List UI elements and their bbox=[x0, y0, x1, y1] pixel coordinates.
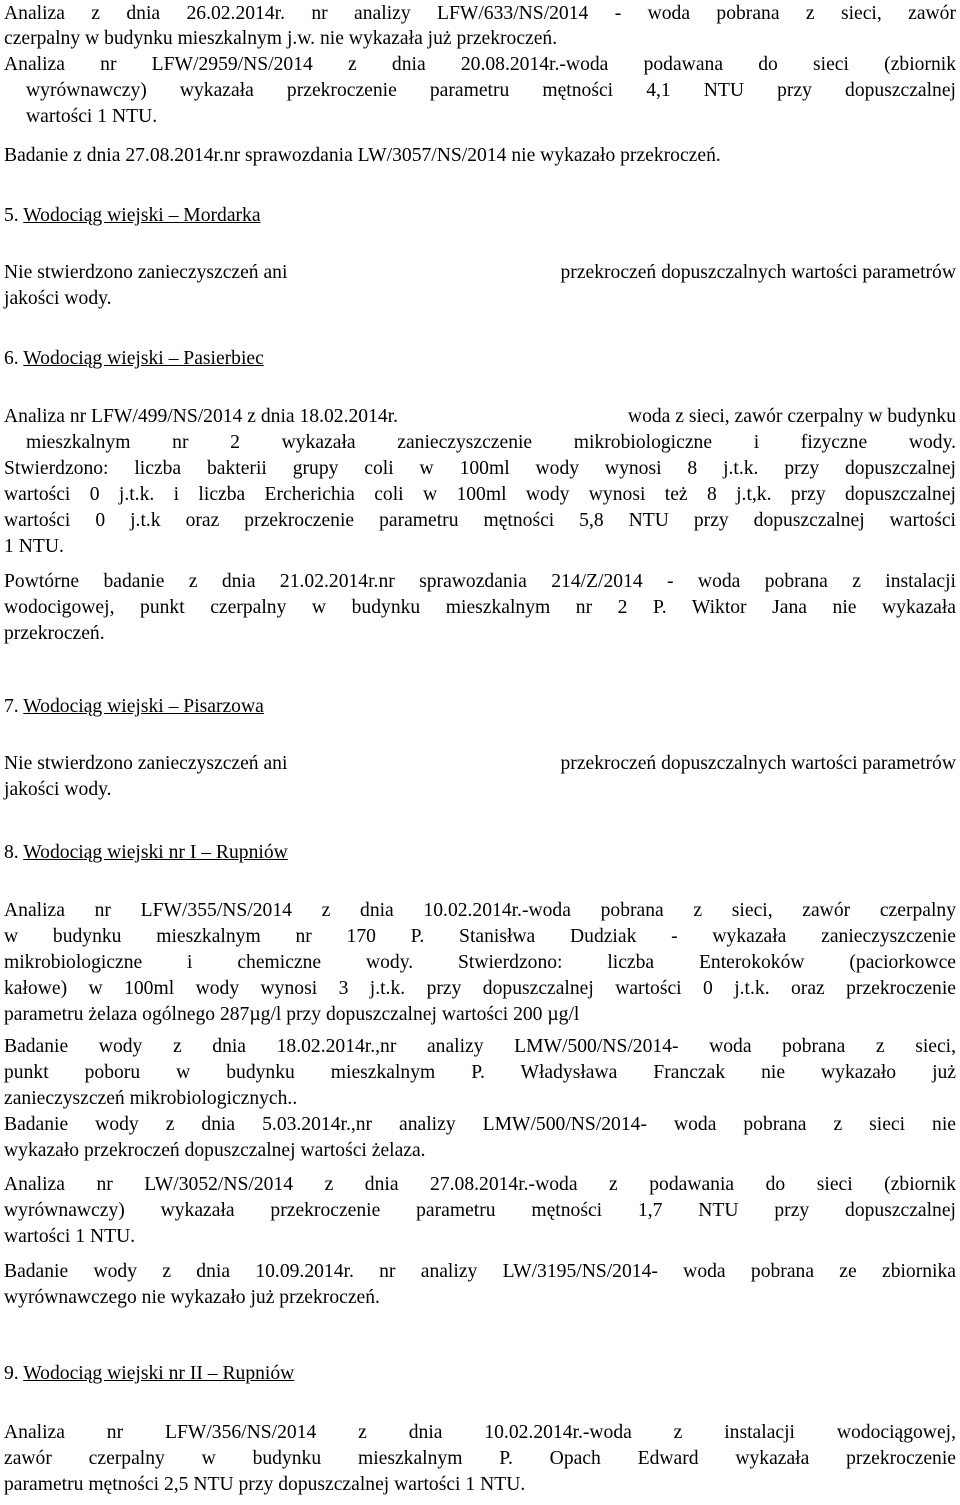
section-title: Wodociąg wiejski nr II – Rupniów bbox=[23, 1363, 295, 1384]
text-fragment: Nie stwierdzono zanieczyszczeń ani bbox=[4, 262, 288, 283]
text-line: przekroczeń. bbox=[4, 623, 105, 644]
text-line: Analiza z dnia 26.02.2014r. nr analizy LFW/633/NS/2014 - woda pobrana z sieci, zawór bbox=[4, 3, 956, 24]
text-line: Analiza nr LFW/2959/NS/2014 z dnia 20.08.2014r.-woda podawana do sieci (zbiornik bbox=[4, 54, 956, 75]
section-title: Wodociąg wiejski nr I – Rupniów bbox=[23, 842, 288, 863]
text-line: zawór czerpalny w budynku mieszkalnym P. Opach Edward wykazała przekroczenie bbox=[4, 1448, 956, 1469]
text-line: parametru mętności 2,5 NTU przy dopuszczalnej wartości 1 NTU. bbox=[4, 1474, 526, 1495]
text-line: Badanie wody z dnia 10.09.2014r. nr analizy LW/3195/NS/2014- woda pobrana ze zbiornika bbox=[4, 1261, 956, 1282]
text-line: Analiza nr LFW/355/NS/2014 z dnia 10.02.2014r.-woda pobrana z sieci, zawór czerpalny bbox=[4, 900, 956, 921]
section-title: Wodociąg wiejski – Pasierbiec bbox=[23, 348, 264, 369]
section-heading-5 bbox=[4, 203, 956, 229]
text-line: wartości 1 NTU. bbox=[4, 1226, 136, 1247]
text-line: wyrównawczy) wykazała przekroczenie parametru mętności 4,1 NTU przy dopuszczalnej bbox=[26, 80, 956, 101]
text-fragment: przekroczeń dopuszczalnych wartości parametrów bbox=[560, 753, 956, 774]
text-line: czerpalny w budynku mieszkalnym j.w. nie wykazała już przekroczeń. bbox=[4, 28, 558, 49]
text-line: jakości wody. bbox=[4, 288, 112, 309]
text-line: wyrównawczy) wykazała przekroczenie parametru mętności 1,7 NTU przy dopuszczalnej bbox=[4, 1200, 956, 1221]
text-line: wyrównawczego nie wykazało już przekroczeń. bbox=[4, 1287, 380, 1308]
text-line: wykazało przekroczeń dopuszczalnej wartości żelaza. bbox=[4, 1140, 426, 1161]
text-line: jakości wody. bbox=[4, 779, 112, 800]
text-fragment: Analiza nr LFW/499/NS/2014 z dnia 18.02.2014r. bbox=[4, 406, 398, 427]
section-title: Wodociąg wiejski – Pisarzowa bbox=[23, 696, 264, 717]
text-fragment: Nie stwierdzono zanieczyszczeń ani bbox=[4, 753, 288, 774]
section-heading-9 bbox=[4, 1361, 956, 1387]
text-line: Analiza nr LFW/356/NS/2014 z dnia 10.02.2014r.-woda z instalacji wodociągowej, bbox=[4, 1422, 956, 1443]
text-line: w budynku mieszkalnym nr 170 P. Stanisłwa Dudziak - wykazała zanieczyszczenie bbox=[4, 926, 956, 947]
text-line bbox=[4, 260, 956, 286]
text-line: Badanie wody z dnia 18.02.2014r.,nr analizy LMW/500/NS/2014- woda pobrana z sieci, bbox=[4, 1036, 956, 1057]
text-line: Badanie wody z dnia 5.03.2014r.,nr analizy LMW/500/NS/2014- woda pobrana z sieci nie bbox=[4, 1114, 956, 1135]
section-heading-7 bbox=[4, 694, 956, 720]
text-line: mikrobiologiczne i chemiczne wody. Stwierdzono: liczba Enterokoków (paciorkowce bbox=[4, 952, 956, 973]
section-number: 8. bbox=[4, 842, 19, 863]
section-number: 7. bbox=[4, 696, 19, 717]
text-line: wartości 0 j.t.k oraz przekroczenie parametru mętności 5,8 NTU przy dopuszczalnej wartości bbox=[4, 510, 956, 531]
text-line: mieszkalnym nr 2 wykazała zanieczyszczenie mikrobiologiczne i fizyczne wody. bbox=[26, 432, 956, 453]
text-line: wodocigowej, punkt czerpalny w budynku mieszkalnym nr 2 P. Wiktor Jana nie wykazała bbox=[4, 597, 956, 618]
text-line: Powtórne badanie z dnia 21.02.2014r.nr sprawozdania 214/Z/2014 - woda pobrana z instalacji bbox=[4, 571, 956, 592]
section-heading-8 bbox=[4, 840, 956, 866]
text-line: punkt poboru w budynku mieszkalnym P. Władysława Franczak nie wykazało już bbox=[4, 1062, 956, 1083]
text-fragment: przekroczeń dopuszczalnych wartości parametrów bbox=[560, 262, 956, 283]
text-line bbox=[4, 404, 956, 430]
text-line: wartości 1 NTU. bbox=[26, 106, 158, 127]
text-line: kałowe) w 100ml wody wynosi 3 j.t.k. przy dopuszczalnej wartości 0 j.t.k. oraz przekroczenie bbox=[4, 978, 956, 999]
text-line: Badanie z dnia 27.08.2014r.nr sprawozdania LW/3057/NS/2014 nie wykazało przekroczeń. bbox=[4, 145, 721, 166]
text-line: zanieczyszczeń mikrobiologicznych.. bbox=[4, 1088, 298, 1109]
text-line: wartości 0 j.t.k. i liczba Ercherichia coli w 100ml wody wynosi też 8 j.t,k. przy dopuszczalnej bbox=[4, 484, 956, 505]
text-fragment: woda z sieci, zawór czerpalny w budynku bbox=[627, 406, 956, 427]
section-number: 5. bbox=[4, 205, 19, 226]
text-line: parametru żelaza ogólnego 287µg/l przy dopuszczalnej wartości 200 µg/l bbox=[4, 1004, 580, 1025]
text-line: Stwierdzono: liczba bakterii grupy coli w 100ml wody wynosi 8 j.t.k. przy dopuszczalnej bbox=[4, 458, 956, 479]
section-number: 9. bbox=[4, 1363, 19, 1384]
section-heading-6 bbox=[4, 346, 956, 372]
text-line bbox=[4, 751, 956, 777]
section-number: 6. bbox=[4, 348, 19, 369]
text-line: 1 NTU. bbox=[4, 536, 64, 557]
section-title: Wodociąg wiejski – Mordarka bbox=[23, 205, 261, 226]
text-line: Analiza nr LW/3052/NS/2014 z dnia 27.08.2014r.-woda z podawania do sieci (zbiornik bbox=[4, 1174, 956, 1195]
